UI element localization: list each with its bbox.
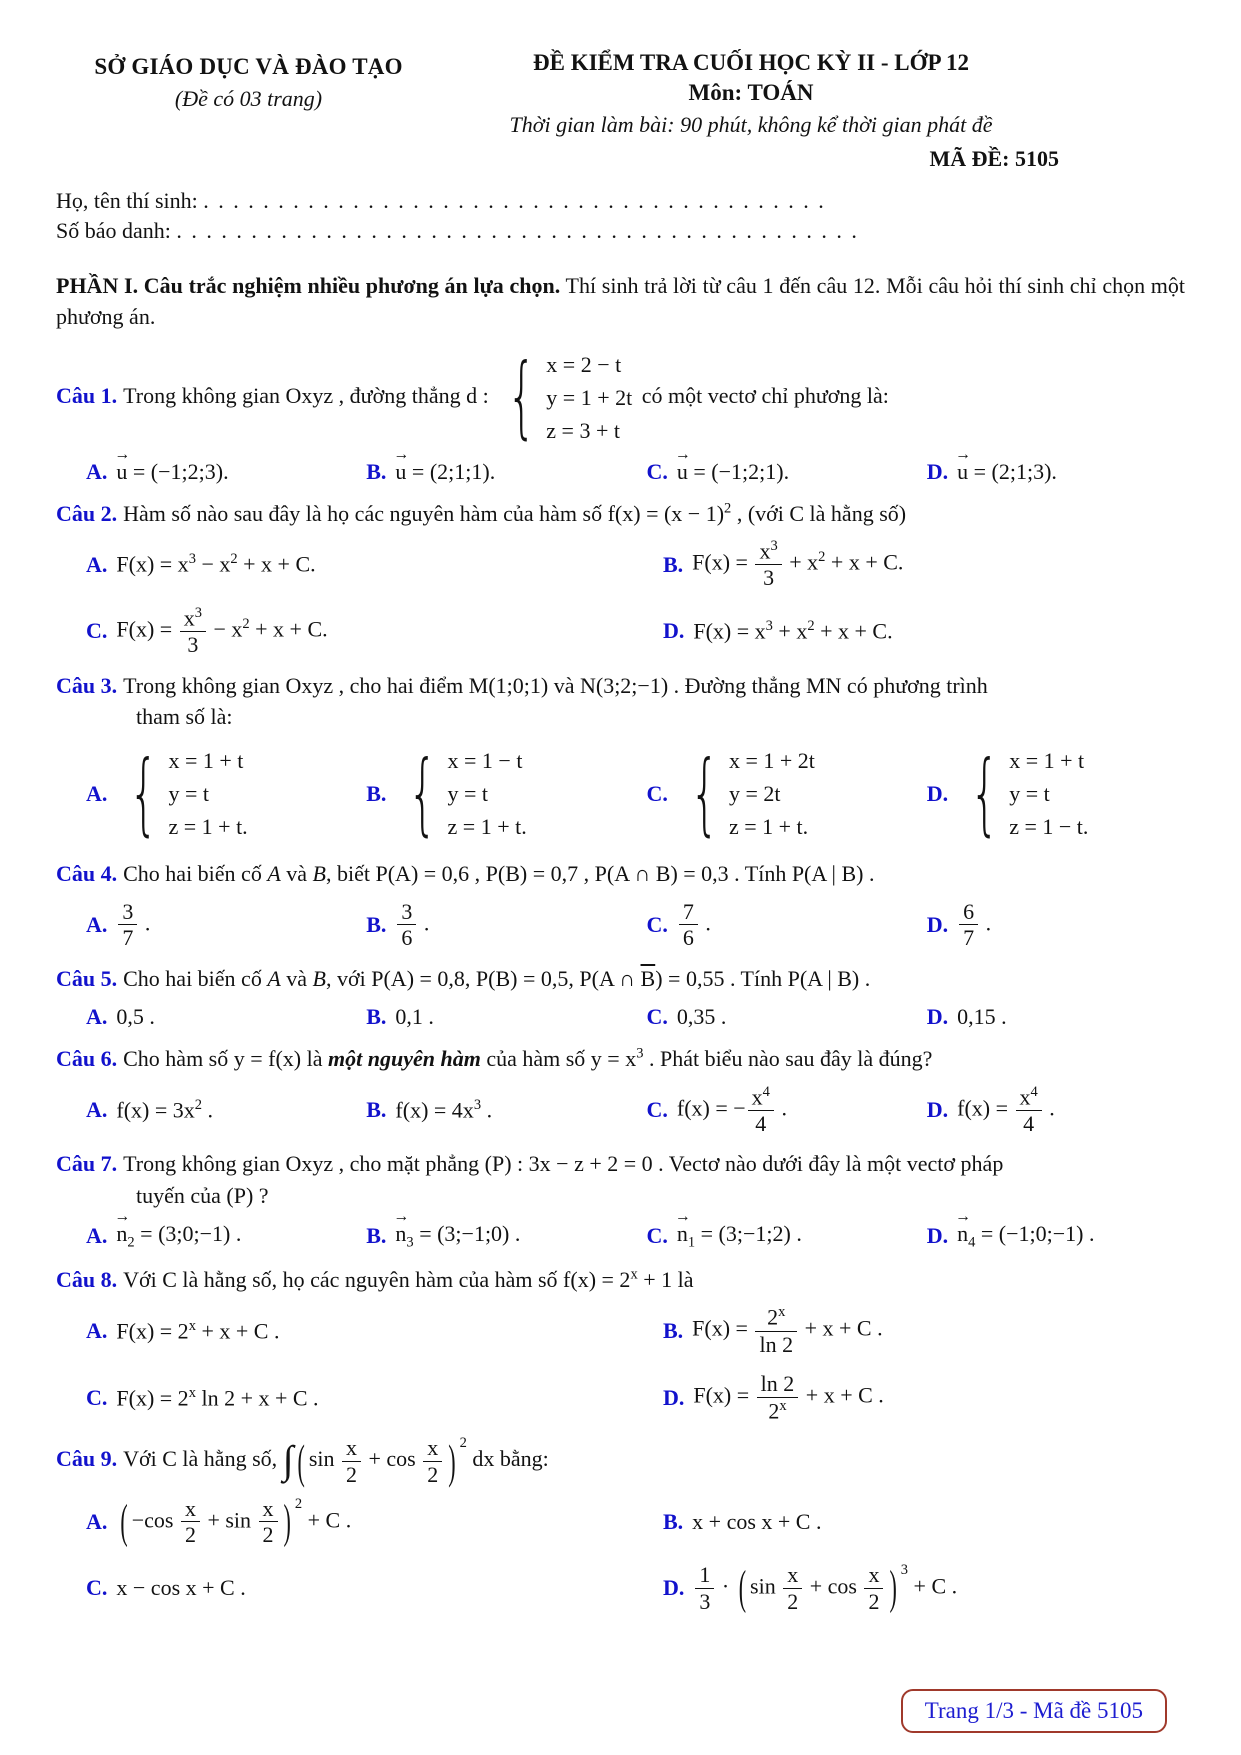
q5-option-c	[646, 1004, 926, 1030]
option-text: $\frac{1}{3}$ · ( sin $\frac{x}{2}$ + cos $\frac{x}{2}$ ) $^3$ + C .	[693, 1563, 957, 1614]
option-text: $f(x) = 3x^2$ .	[116, 1096, 214, 1123]
option-letter: D.	[662, 618, 685, 644]
q1-option-c	[646, 459, 926, 485]
q2-option-b	[663, 539, 1185, 590]
option-text: { x = 1 + t y = t z = 1 − t.	[970, 742, 1089, 846]
header	[56, 50, 1185, 172]
question-7-body	[56, 1148, 1185, 1210]
option-text: → u = (2;1;1).	[395, 459, 495, 485]
option-letter: D.	[926, 458, 949, 484]
option-letter: D.	[662, 1575, 685, 1601]
question-3-text: Trong không gian Oxyz , cho hai điểm M(1;0;1) và N(3;2;−1) . Đường thẳng MN có phương trình tham số là:	[123, 672, 988, 730]
part1-heading	[56, 271, 1185, 333]
option-text: → u = (−1;2;3).	[116, 459, 228, 485]
option-letter: C.	[646, 911, 668, 937]
option-text: 0,15 .	[957, 1004, 1007, 1030]
q6-option-d	[927, 1085, 1185, 1136]
option-letter: D.	[926, 1004, 949, 1030]
question-6-label: Câu 6.	[56, 1046, 118, 1072]
option-text: 0,5 .	[116, 1004, 155, 1030]
question-9	[56, 1436, 1185, 1614]
option-text: F(x) = $\frac{\ln 2}{2^x}$ + x + C .	[693, 1371, 884, 1424]
student-name-dotted-line: . . . . . . . . . . . . . . . . . . . . . . . . . . . . . . . . . . . . . . . . . .	[203, 188, 826, 213]
q5-option-d	[927, 1004, 1185, 1030]
question-5-options	[56, 1004, 1185, 1030]
option-letter: B.	[366, 780, 387, 806]
q7-option-d	[927, 1221, 1185, 1251]
q7-option-c	[646, 1221, 926, 1251]
option-text: ( −cos $\frac{x}{2}$ + sin $\frac{x}{2}$ ) $^2$ + C .	[120, 1493, 352, 1548]
option-text: $F(x) = 2^x + x + C$ .	[116, 1317, 280, 1344]
student-info	[56, 186, 1185, 245]
question-5	[56, 963, 1185, 1030]
option-text: 0,35 .	[676, 1004, 727, 1030]
question-9-text: Với C là hằng số, ∫ ( sin $\frac{x}{2}$ + cos $\frac{x}{2}$ ) $^2$ dx bằng:	[123, 1434, 549, 1488]
option-letter: D.	[926, 780, 949, 806]
option-letter: A.	[86, 911, 108, 937]
question-8	[56, 1264, 1185, 1423]
q6-option-a	[86, 1097, 366, 1123]
option-letter: B.	[366, 1004, 387, 1030]
question-4-text: Cho hai biến cố A và B, biết P(A) = 0,6 , P(B) = 0,7 , P(A ∩ B) = 0,3 . Tính P(A | B) .	[123, 861, 875, 887]
q8-option-a	[86, 1318, 663, 1344]
question-9-body	[56, 1436, 1185, 1487]
q2-option-d	[663, 618, 1185, 644]
option-text: → $n_4$ = (−1;0;−1) .	[957, 1221, 1094, 1251]
question-5-text: Cho hai biến cố A và B, với P(A) = 0,8, P(B) = 0,5, P(A ∩ $\overline{B}) = 0,55$ . Tính P(A | B) .	[123, 966, 871, 992]
option-letter: A.	[86, 1317, 108, 1343]
option-text: f(x) = − $\frac{x^4}{4}$ .	[676, 1083, 787, 1136]
q9-option-d	[662, 1560, 1185, 1615]
option-letter: D.	[926, 1223, 949, 1249]
q1-option-a	[86, 459, 366, 485]
doc-pages-note: (Đề có 03 trang)	[174, 86, 323, 111]
q9-option-a	[86, 1493, 663, 1548]
q3-option-b	[366, 742, 646, 845]
student-id-dotted-line: . . . . . . . . . . . . . . . . . . . . . . . . . . . . . . . . . . . . . . . . . . . . . .	[176, 217, 859, 243]
option-text: → u = (−1;2;1).	[677, 459, 789, 485]
q8-option-c	[86, 1385, 663, 1411]
question-4	[56, 858, 1185, 950]
q2-option-a	[86, 551, 663, 577]
question-7-label: Câu 7.	[56, 1151, 118, 1177]
option-text: x + cos x + C .	[692, 1508, 822, 1534]
option-text: 0,1 .	[395, 1004, 434, 1030]
option-text: x − cos x + C .	[116, 1575, 246, 1601]
option-letter: A.	[86, 551, 108, 577]
student-name-label: Họ, tên thí sinh:	[56, 188, 198, 213]
option-letter: D.	[662, 1384, 685, 1410]
option-letter: C.	[646, 1223, 668, 1249]
option-text: $\frac{7}{6}$ .	[677, 900, 711, 951]
part1-heading-rest: Thí sinh trả lời từ câu 1 đến câu 12. Mỗi câu hỏi thí sinh chỉ chọn một phương án.	[56, 273, 1186, 330]
option-text: $f(x) = 4x^3$ .	[395, 1096, 493, 1123]
q8-option-b	[663, 1305, 1185, 1356]
option-text: { x = 1 + t y = t z = 1 + t.	[129, 742, 248, 846]
time-line: Thời gian làm bài: 90 phút, không kể thời gian phát đề	[509, 112, 993, 137]
option-letter: C.	[86, 618, 108, 644]
option-letter: A.	[86, 458, 108, 484]
student-name-line	[56, 186, 1185, 216]
option-letter: C.	[86, 1575, 108, 1601]
option-text: { x = 1 − t y = t z = 1 + t.	[408, 742, 527, 846]
option-letter: C.	[646, 1096, 668, 1122]
question-7-options	[56, 1221, 1185, 1251]
question-3	[56, 670, 1185, 845]
student-id-line	[56, 216, 1185, 246]
q6-option-c	[646, 1085, 926, 1136]
option-text: { x = 1 + 2t y = 2t z = 1 + t.	[689, 742, 815, 846]
option-letter: A.	[86, 1223, 108, 1249]
q1-option-b	[366, 459, 646, 485]
q1-option-d	[927, 459, 1185, 485]
option-letter: C.	[646, 780, 668, 806]
option-letter: A.	[86, 1004, 108, 1030]
option-text: $\frac{3}{6}$ .	[395, 900, 429, 951]
q3-option-d	[927, 742, 1185, 845]
option-letter: A.	[86, 1508, 108, 1534]
question-3-label: Câu 3.	[56, 672, 118, 698]
q4-option-d	[927, 900, 1185, 951]
page-footer-badge: Trang 1/3 - Mã đề 5105	[901, 1689, 1167, 1733]
question-6-options	[56, 1085, 1185, 1136]
question-2	[56, 498, 1185, 657]
option-letter: B.	[662, 1317, 684, 1343]
q7-option-b	[366, 1221, 646, 1251]
question-5-label: Câu 5.	[56, 966, 118, 992]
question-4-body	[56, 858, 1185, 889]
question-4-label: Câu 4.	[56, 861, 118, 887]
option-letter: B.	[662, 1508, 684, 1534]
question-6	[56, 1043, 1185, 1135]
option-text: F(x) = $\frac{x^3}{3}$ − $x^2 + x + C$.	[116, 605, 328, 658]
option-text: $F(x) = x^3 + x^2 + x + C$.	[693, 618, 893, 644]
header-left	[56, 50, 441, 112]
option-letter: C.	[646, 1004, 668, 1030]
option-letter: B.	[366, 458, 387, 484]
question-1-options	[56, 459, 1185, 485]
option-text: $\frac{3}{7}$ .	[116, 900, 150, 951]
option-letter: B.	[366, 1223, 387, 1249]
option-letter: B.	[662, 551, 684, 577]
question-2-body	[56, 498, 1185, 529]
q9-option-c	[86, 1575, 663, 1601]
option-text: $F(x) = x^3 - x^2 + x + C$.	[116, 551, 316, 577]
q4-option-b	[366, 900, 646, 951]
question-3-body	[56, 670, 1185, 732]
exam-title: ĐỀ KIỂM TRA CUỐI HỌC KỲ II - LỚP 12	[533, 50, 969, 75]
header-right	[441, 50, 1061, 172]
question-3-options	[56, 742, 1185, 845]
question-6-body	[56, 1043, 1185, 1074]
option-text: → $n_1$ = (3;−1;2) .	[677, 1221, 802, 1251]
q6-option-b	[366, 1097, 646, 1123]
q5-option-a	[86, 1004, 366, 1030]
question-8-text: Với C là hằng số, họ các nguyên hàm của hàm số $f(x) = 2^x + 1$ là	[123, 1266, 694, 1293]
question-8-label: Câu 8.	[56, 1267, 118, 1293]
question-6-text: Cho hàm số y = f(x) là một nguyên hàm của hàm số $y = x^3$ . Phát biểu nào sau đây là đúng?	[123, 1045, 933, 1072]
q8-option-d	[663, 1372, 1185, 1423]
question-9-label: Câu 9.	[56, 1446, 118, 1472]
q4-option-a	[86, 900, 366, 951]
question-8-options	[56, 1305, 1185, 1423]
question-1	[56, 346, 1185, 485]
part1-heading-bold: PHẦN I. Câu trắc nghiệm nhiều phương án lựa chọn.	[56, 273, 561, 299]
option-text: → $n_2$ = (3;0;−1) .	[116, 1221, 241, 1251]
option-text: → u = (2;1;3).	[957, 459, 1057, 485]
option-text: F(x) = $\frac{2^x}{\ln 2}$ + x + C .	[692, 1304, 883, 1357]
question-7-text: Trong không gian Oxyz , cho mặt phẳng (P) : 3x − z + 2 = 0 . Vectơ nào dưới đây là một vectơ pháp tuyến của (P) ?	[123, 1151, 1004, 1208]
option-letter: B.	[366, 911, 387, 937]
option-text: → $n_3$ = (3;−1;0) .	[395, 1221, 520, 1251]
option-letter: C.	[646, 458, 668, 484]
q4-option-c	[646, 900, 926, 951]
option-letter: A.	[86, 780, 108, 806]
option-letter: D.	[926, 1096, 949, 1122]
question-1-text: Trong không gian Oxyz , đường thẳng d : { x = 2 − t y = 1 + 2t z = 3 + t có một vectơ chỉ phương là:	[123, 345, 889, 450]
question-2-options	[56, 539, 1185, 657]
option-letter: A.	[86, 1096, 108, 1122]
question-7	[56, 1148, 1185, 1251]
question-2-text: Hàm số nào sau đây là họ các nguyên hàm của hàm số $f(x) = (x - 1)^2$ , (với C là hằng số)	[123, 500, 907, 526]
option-letter: D.	[926, 911, 949, 937]
option-letter: B.	[366, 1096, 387, 1122]
q9-option-b	[663, 1509, 1185, 1535]
question-1-label: Câu 1.	[56, 382, 118, 408]
q2-option-c	[86, 606, 663, 657]
option-text: $F(x) = 2^x$ ln 2 + x + C .	[116, 1384, 319, 1410]
student-id-label: Số báo danh:	[56, 217, 171, 243]
option-text: $\frac{6}{7}$ .	[957, 900, 991, 951]
q3-option-a	[86, 742, 366, 845]
question-8-body	[56, 1264, 1185, 1295]
option-text: f(x) = $\frac{x^4}{4}$ .	[957, 1083, 1055, 1136]
question-2-label: Câu 2.	[56, 500, 118, 526]
question-1-body	[56, 346, 1185, 449]
q3-option-c	[646, 742, 926, 845]
q7-option-a	[86, 1221, 366, 1251]
exam-code: MÃ ĐỀ: 5105	[929, 146, 1059, 171]
option-letter: C.	[86, 1384, 108, 1410]
q5-option-b	[366, 1004, 646, 1030]
question-5-body	[56, 963, 1185, 994]
option-text: F(x) = $\frac{x^3}{3}$ + $x^2 + x + C$.	[692, 538, 904, 591]
question-4-options	[56, 900, 1185, 951]
question-9-options	[56, 1493, 1185, 1615]
subject-line: Môn: TOÁN	[688, 80, 814, 105]
org-name: SỞ GIÁO DỤC VÀ ĐÀO TẠO	[94, 54, 403, 79]
